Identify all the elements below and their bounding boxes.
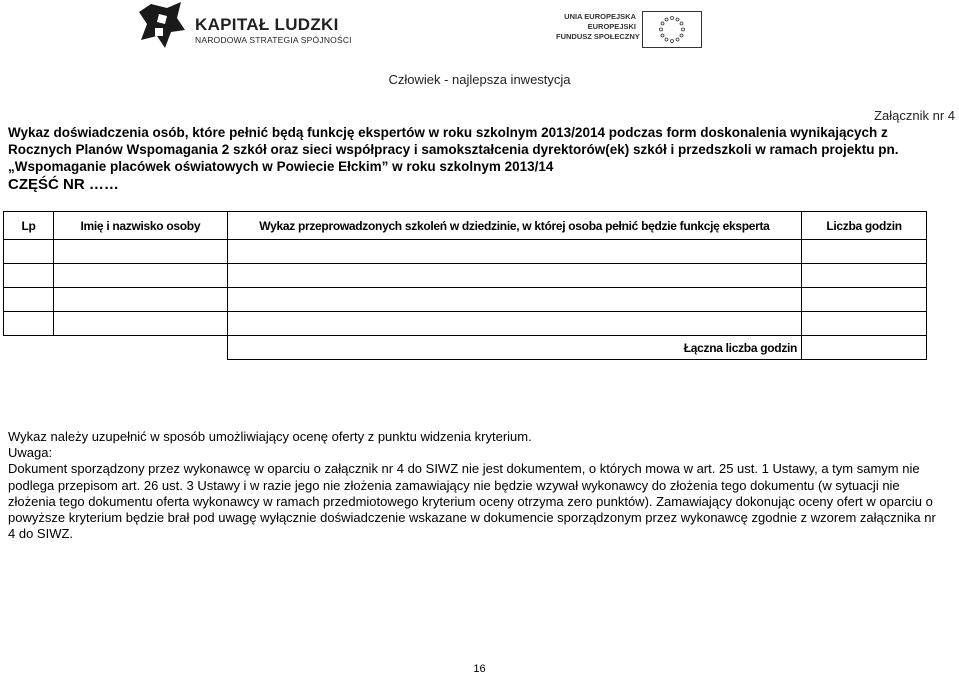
eu-logo-line3: FUNDUSZ SPOŁECZNY xyxy=(556,32,640,41)
notes-section xyxy=(8,429,943,542)
cell-hours[interactable] xyxy=(802,312,927,336)
page-number: 16 xyxy=(473,663,486,675)
header-lp: Lp xyxy=(4,212,54,240)
header-hours: Liczba godzin xyxy=(802,212,927,240)
table-row xyxy=(4,240,927,264)
total-hours-cell[interactable] xyxy=(802,336,927,360)
table-row xyxy=(4,288,927,312)
table-row xyxy=(4,264,927,288)
cell-trainings[interactable] xyxy=(227,240,801,264)
cell-trainings[interactable] xyxy=(227,264,801,288)
eu-logo-line2: EUROPEJSKI xyxy=(587,22,636,31)
cell-lp[interactable] xyxy=(4,312,54,336)
cell-name[interactable] xyxy=(53,288,227,312)
total-spacer xyxy=(53,336,227,360)
eu-logo xyxy=(556,12,706,48)
logo-left-line2: NARODOWA STRATEGIA SPÓJNOŚCI xyxy=(195,35,352,45)
total-label: Łączna liczba godzin xyxy=(227,336,801,360)
annex-label: Załącznik nr 4 xyxy=(874,108,955,123)
cell-lp[interactable] xyxy=(4,240,54,264)
cell-lp[interactable] xyxy=(4,288,54,312)
experience-table xyxy=(3,211,927,360)
page-header xyxy=(0,0,959,60)
title-main: Wykaz doświadczenia osób, które pełnić będą funkcję ekspertów w roku szkolnym 2013/2014 podczas form doskonalenia wynikających z Rocznych Planów Wspomagania 2 szkół oraz sieci współpracy i samokształcenia dyrektorów(ek) szkół i przedszkoli w ramach projektu pn. xyxy=(8,125,899,157)
eu-logo-line1: UNIA EUROPEJSKA xyxy=(564,12,636,21)
cell-hours[interactable] xyxy=(802,288,927,312)
cell-name[interactable] xyxy=(53,240,227,264)
cell-name[interactable] xyxy=(53,264,227,288)
cell-name[interactable] xyxy=(53,312,227,336)
kapital-ludzki-emblem-icon xyxy=(137,2,189,54)
total-spacer xyxy=(4,336,54,360)
eu-flag-icon xyxy=(642,11,702,48)
part-number: CZĘŚĆ NR …… xyxy=(8,176,119,193)
tagline: Człowiek - najlepsza inwestycja xyxy=(388,72,571,87)
eu-logo-text xyxy=(556,12,640,42)
cell-lp[interactable] xyxy=(4,264,54,288)
note-paragraph: Dokument sporządzony przez wykonawcę w oparciu o załącznik nr 4 do SIWZ nie jest dokumentem, o których mowa w art. 25 ust. 1 Ustawy, a tym samym nie podlega przepisom art. 26 ust. 3 Ustawy i w razie jego nie złożenia zamawiający nie będzie wzywał wykonawcy do złożenia tego dokumentu (w sytuacji nie złożenia tego dokumentu oferta wykonawcy w ramach przedmiotowego kryterium oceny otrzyma zero punktów). Zamawiający dokonując oceny ofert w oparciu o powyższe kryterium będzie brał pod uwagę wyłącznie doświadczenie wskazane w dokumencie sporządzonym przez wykonawcę zgodnie z wzorem załącznika nr 4 do SIWZ. xyxy=(8,461,936,542)
note-instruction: Wykaz należy uzupełnić w sposób umożliwiający ocenę oferty z punktu widzenia kryterium. xyxy=(8,429,532,444)
cell-trainings[interactable] xyxy=(227,312,801,336)
document-title xyxy=(8,124,948,175)
title-sub: „Wspomaganie placówek oświatowych w Powiecie Ełckim” w roku szkolnym 2013/14 xyxy=(8,159,554,174)
note-warning-label: Uwaga: xyxy=(8,445,53,461)
cell-trainings[interactable] xyxy=(227,288,801,312)
logo-left-line1: KAPITAŁ LUDZKI xyxy=(195,15,339,34)
cell-hours[interactable] xyxy=(802,264,927,288)
table-header-row xyxy=(4,212,927,240)
kapital-ludzki-logo xyxy=(137,2,352,54)
table-row xyxy=(4,312,927,336)
table-total-row xyxy=(4,336,927,360)
header-name: Imię i nazwisko osoby xyxy=(53,212,227,240)
cell-hours[interactable] xyxy=(802,240,927,264)
header-trainings: Wykaz przeprowadzonych szkoleń w dziedzinie, w której osoba pełnić będzie funkcję eksperta xyxy=(227,212,801,240)
